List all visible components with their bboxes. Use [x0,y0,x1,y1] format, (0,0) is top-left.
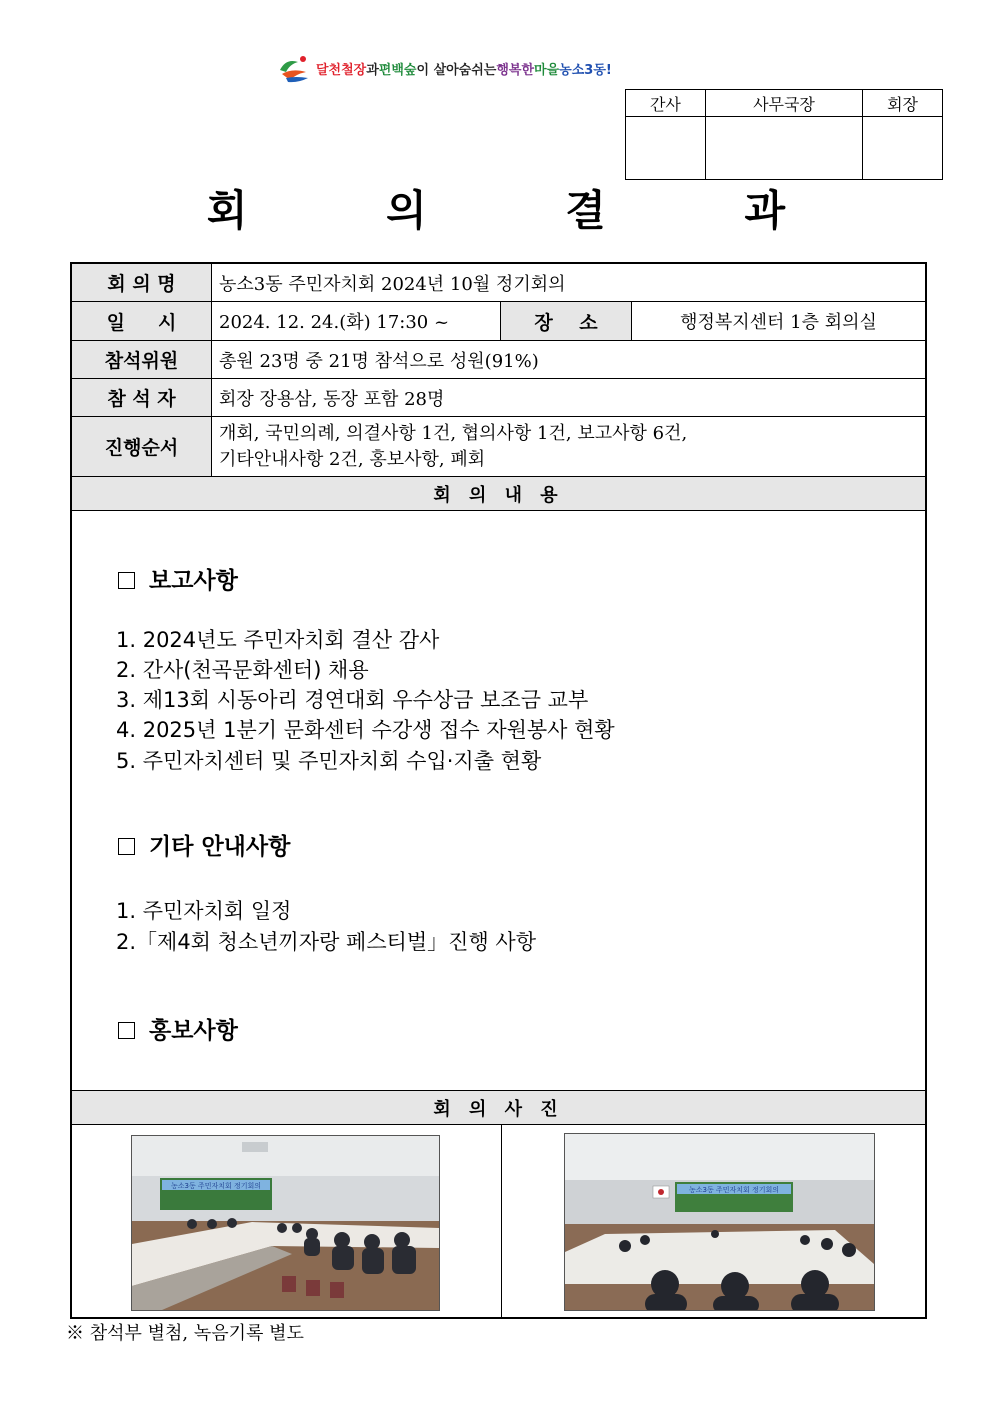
agenda-line-2: 기타안내사항 2건, 홍보사항, 폐회 [219,448,486,470]
meeting-photo-2[interactable] [564,1133,875,1311]
photo-header: 회 의 사 진 [72,1091,925,1124]
promo-section-title [118,1012,238,1045]
approval-header-secretary: 간사 [626,90,706,117]
row-meeting-name [72,264,925,302]
row-attendees [72,379,925,417]
page-title: 회 의 결 과 [206,186,848,235]
photo-banner-2: 농소3동 주민자치회 정기회의 [688,1186,780,1194]
meeting-photo-1[interactable] [131,1135,440,1311]
meeting-content [72,510,925,1091]
report-section-title [118,562,238,595]
row-agenda [72,417,925,477]
approval-header-chair: 회장 [863,90,943,117]
slogan-part-2: 편백숲 [378,62,417,78]
agenda-line-1: 개회, 국민의례, 의결사항 1건, 협의사항 1건, 보고사항 6건, [219,422,688,444]
slogan-part-0: 달천철장 [316,62,367,78]
report-item: 2. 간사(천곡문화센터) 채용 [116,658,369,682]
datetime-label: 일 시 [72,302,212,340]
checkbox-icon [118,572,135,589]
slogan-part-4: 행복한 [496,62,535,78]
row-photo-header [72,1091,925,1125]
approval-sign-director[interactable] [705,117,862,180]
members-label: 참석위원 [72,341,212,378]
attendees-label: 참 석 자 [72,379,212,416]
promo-title-text: 홍보사항 [149,1018,238,1044]
other-item: 2.「제4회 청소년끼자랑 페스티벌」진행 사항 [116,930,536,954]
report-title-text: 보고사항 [149,568,238,594]
report-item: 5. 주민자치센터 및 주민자치회 수입·지출 현황 [116,749,542,773]
village-logo-icon [276,50,312,86]
report-item: 3. 제13회 시동아리 경연대회 우수상금 보조금 교부 [116,688,589,712]
row-datetime [72,302,925,341]
members-value: 총원 23명 중 21명 참석으로 성원(91%) [219,350,539,372]
approval-sign-chair[interactable] [863,117,943,180]
meeting-result-table [70,262,927,1319]
report-item: 1. 2024년도 주민자치회 결산 감사 [116,628,440,652]
place-value: 행정복지센터 1층 회의실 [680,312,877,333]
meeting-photo-2-image [565,1134,874,1310]
slogan-part-3: 이 살아숨쉬는 [416,62,497,78]
row-content-header [72,477,925,511]
other-title-text: 기타 안내사항 [149,834,291,860]
checkbox-icon [118,1022,135,1039]
agenda-label: 진행순서 [72,417,212,476]
approval-table [625,89,943,180]
approval-header-director: 사무국장 [705,90,862,117]
row-members [72,341,925,379]
report-item: 4. 2025년 1분기 문화센터 수강생 접수 자원봉사 현황 [116,718,615,742]
slogan-part-6: 농소3동! [559,62,612,78]
checkbox-icon [118,838,135,855]
other-section-title [118,828,290,861]
slogan-part-5: 마을 [534,62,560,78]
photo-divider [501,1125,502,1317]
attendees-value: 회장 장용삼, 동장 포함 28명 [219,388,445,410]
meeting-name-label: 회 의 명 [72,264,212,301]
other-item: 1. 주민자치회 일정 [116,899,292,923]
slogan-part-1: 과 [366,62,379,78]
slogan [276,50,612,86]
meeting-name-value: 농소3동 주민자치회 2024년 10월 정기회의 [219,273,566,295]
place-label: 장 소 [500,302,632,340]
photo-row [72,1125,925,1317]
agenda-value [213,417,925,476]
meeting-photo-1-image [132,1136,439,1310]
approval-sign-secretary[interactable] [626,117,706,180]
photo-banner-1: 농소3동 주민자치회 정기회의 [170,1182,262,1190]
footnote: ※ 참석부 별첨, 녹음기록 별도 [66,1323,304,1344]
content-header: 회 의 내 용 [72,477,925,510]
datetime-value: 2024. 12. 24.(화) 17:30 ~ [219,312,450,333]
